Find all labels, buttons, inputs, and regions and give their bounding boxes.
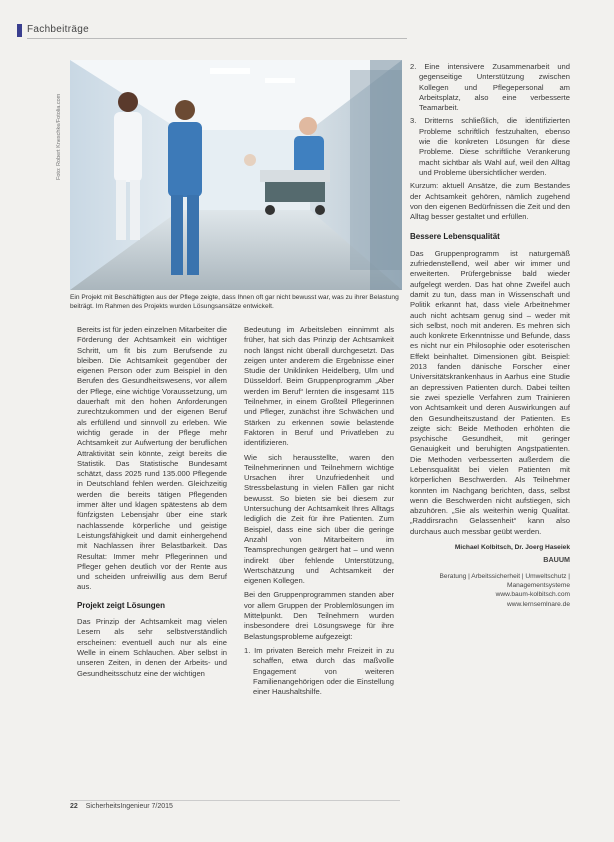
list-item: 1. Im privaten Bereich mehr Freizeit in zu schaffen, etwa durch das maßvolle Engagement von weiteren Familienangehörigen oder die Einstellung einer Haushaltshilfe.	[244, 645, 394, 697]
paragraph: Bedeutung im Arbeitsleben einnimmt als früher, hat sich das Prinzip der Achtsamkeit noch längst nicht überall durchgesetzt. Das zeigen unter anderem die Ergebnisse einer Studie der Uniklinken Heidelberg, Ulm und Düsseldorf. Beim Gruppenprogramm „Aber werden im Beruf“ lernten die insgesamt 115 Teilnehmer, in einem Großteil Pflegerinnen und Pfleger, zunächst ihre Schwächen und Stärken zu erkennen sowie belastende Faktoren in Beruf und Privatleben zu identifizieren.	[244, 325, 394, 448]
hospital-corridor-illustration	[70, 60, 402, 290]
author-line: Michael Kolbitsch, Dr. Joerg Haseiek	[454, 544, 570, 552]
hospital-photo	[70, 60, 402, 290]
paragraph: Wie sich herausstellte, waren den Teilnehmerinnen und Teilnehmern wichtige Ursachen ihrer Unzufriedenheit und Stressbelastung in vielen Fällen gar nicht bewusst. So bieten sie bei diesem zur Untersuchung der Achtsamkeit Ihres Alltags lediglich die Zeit für ihre Patienten. Zum Beispiel, dass eine sich über die geringe Anzahl von Mitarbeitern im Teamsprechungen geärgert hat – und wenn indirekt über fehlende Unterstützung, Wertschätzung und Achtsamkeit der eigenen Kollegen.	[244, 452, 394, 586]
solution-list	[244, 646, 394, 697]
company-name: BAUUM	[543, 555, 570, 565]
photo-credit: Foto: Robert Kneschke/Fotolia.com	[56, 93, 62, 180]
section-label: Fachbeiträge	[27, 24, 89, 35]
subheading: Bessere Lebensqualität	[410, 232, 500, 242]
publication-name: SicherheitsIngenieur 7/2015	[85, 803, 173, 810]
paragraph: Das Prinzip der Achtsamkeit mag vielen Lesern als sehr selbstverständlich erscheinen: eventuell auch nur als eine Welle in einem Schlauchen. Aber selbst in unseren Zeiten, in denen der Arbeits- und Gesundheitsschutz eine der wichtigen	[77, 617, 227, 678]
website-link[interactable]: www.lernsemlnare.de	[506, 600, 570, 608]
photo-caption: Ein Projekt mit Beschäftigten aus der Pflege zeigte, dass Ihnen oft gar nicht bewusst war, was zu ihrer Belastung beiträgt. Im Rahmen des Projekts wurden Lösungsansätze entwickelt.	[70, 294, 399, 310]
list-item: 2. Eine intensivere Zusammenarbeit und gegenseitige Unterstützung zwischen Kollegen und Pflegepersonal am Arbeitsplatz, also eine verbesserte Teamarbeit.	[410, 62, 570, 113]
page-footer	[70, 803, 173, 810]
text-column-2	[244, 325, 394, 700]
header-rule	[27, 38, 407, 39]
paragraph: Bei den Gruppenprogrammen standen aber vor allem Gruppen der Problemlösungen im Mittelpunkt. Den Teilnehmern wurden insbesondere drei Lösungswege für ihre Belastungsprobleme aufgezeigt:	[244, 590, 394, 641]
section-marker	[17, 24, 22, 37]
text-column-1	[77, 325, 227, 683]
subheading: Projekt zeigt Lösungen	[77, 600, 166, 610]
solution-list-continued	[410, 62, 570, 178]
paragraph: Bereits ist für jeden einzelnen Mitarbeiter die Förderung der Achtsamkeit ein wichtiger Schritt, um fit bis zum Berufsende zu bleiben. Die Achtsamkeit gegenüber der eigenen Person oder zum Beispiel in den Berufen des Gesundheitswesens, vor allem der Pflege, eine wichtige Voraussetzung, um dauerhaft mit den hohen Anforderungen zurechtzukommen und der eigenen Beruf als erfüllend und sinnvoll zu erleben. Wie wichtig gerade in der Pflege mehr Achtsamkeit zur Aufwertung der beruflichen Attraktivität sein könnte, zeigt bereits die Statistik. Das Statistische Bundesamt schätzt, dass 2025 rund 135.000 Pflegende in Deutschland fehlen werden. Gleichzeitig werden die bereits tätigen Pflegenden immer älter und klagen spätestens ab dem fünfzigsten Lebensjahr über eine stark nachlassende körperliche und geistige Leistungsfähigkeit und damit einhergehend mit Nachlassen ihrer Belastbarkeit. Das Resultat: Immer mehr Pflegerinnen und Pfleger gehen deutlich vor der Rente aus und scheiden unfreiwillig aus dem Beruf aus.	[77, 325, 227, 592]
page-number: 22	[70, 803, 78, 810]
list-item: 3. Dritterns schließlich, die identifizierten Probleme schriftlich festzuhalten, ebenso wie die konkreten Lösungen für diese Probleme. Diese schriftliche Verankerung macht sichtbar als Wahl auf, weil den Alltag und Probleme übersichtlicher werden.	[410, 116, 570, 177]
company-services: Beratung | Arbeitssicherheit | Umweltschutz | Managementsysteme	[439, 572, 570, 589]
text-column-3	[410, 62, 570, 610]
paragraph: Kurzum: aktuell Ansätze, die zum Bestandes der Achtsamkeit gehören, nämlich zugehend von den eigenen Bedürfnissen die Zeit und den Alltag besser gestaltet und erfüllen.	[410, 181, 570, 222]
footer-rule	[70, 800, 400, 801]
paragraph: Das Gruppenprogramm ist naturgemäß zufriedenstellend, weil aber wir immer und erweiterten. Prüfergebnisse bald wieder aufgelegt werden. Das hat ohne Zweifel auch damit zu tun, dass man in Wissenschaft und Politik erkannt hat, dass viele Arbeitnehmer auch nicht achtsam genug sind – weder mit sich selbst, noch mit anderen. Es mehren sich auch konkrete Erkenntnisse und Befunde, dass es nicht nur ein Philosophie oder esoterischen Effekt beinhaltet. Dimensionen gibt. Beispiel: 2013 fanden dänische Forscher einer Universitätskrankenhaus in Aarhus eine Studie an depressiven Patienten durch. Dabei teilten sie zwei spezielle Verfahren zum Trainieren von Achtsamkeit und deren Auswirkungen auf den Gesundheitszustand der Patienten. Es zeigte sich: Beide Methoden erhöhten die psychische Gesundheit, mit geringer Genauigkeit und beruhigten Angstpatienten. Die Methoden verbesserten außerdem die Lebensqualität bei vielen Patienten mit körperlichen Beschwerden. Als Teilnehmer konnten im Nachgang berichten, dass, selbst wenn die Beschwerden nicht aufstiegen, sich abzuhören. „Sie als weiterhin wenig Qualitat. „Raddirsrachn Gelassenheit“ kann also durchaus auch messbar geübt werden.	[410, 248, 570, 536]
website-link[interactable]: www.baum-kolbitsch.com	[495, 590, 570, 598]
